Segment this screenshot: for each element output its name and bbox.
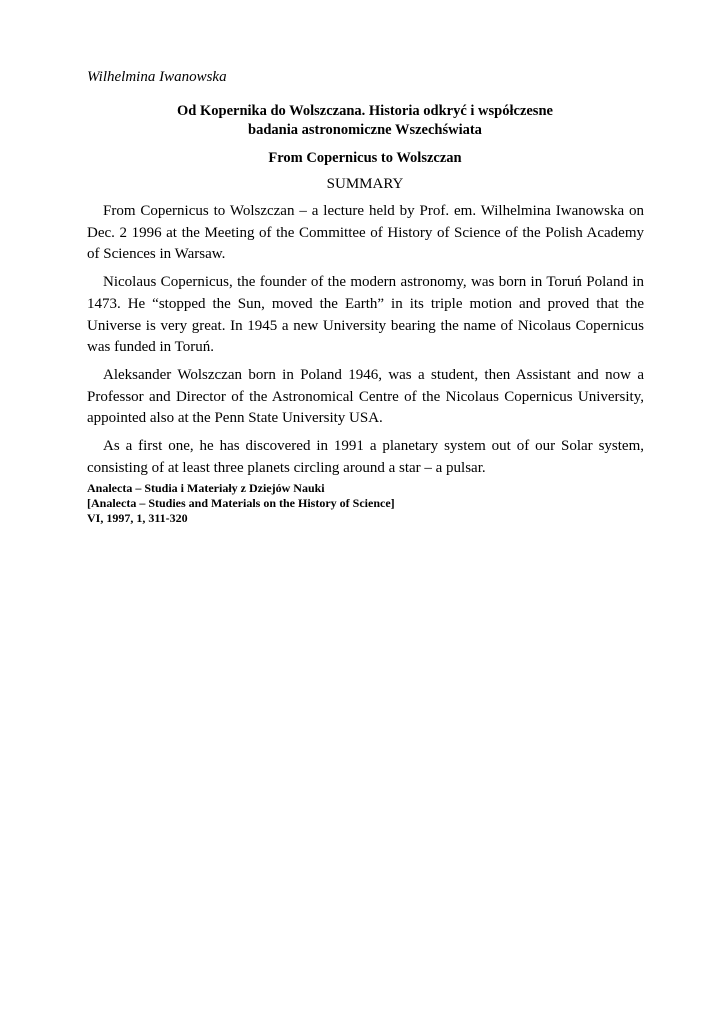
author-name: Wilhelmina Iwanowska (87, 69, 227, 85)
source-line-2: [Analecta – Studies and Materials on the History of Science] (87, 496, 395, 510)
paragraph-3: Aleksander Wolszczan born in Poland 1946, was a student, then Assistant and now a Professor and Director of the Astronomical Centre of the Nicolaus Copernicus University, appointed also at the Penn State University USA. (87, 366, 644, 427)
title-polish (87, 102, 643, 140)
source-citation (87, 481, 395, 526)
source-line-3: VI, 1997, 1, 311-320 (87, 511, 188, 525)
paragraph-4: As a first one, he has discovered in 1991 a planetary system out of our Solar system, consisting of at least three planets circling around a star – a pulsar. (87, 438, 644, 476)
paragraph-1: From Copernicus to Wolszczan – a lecture held by Prof. em. Wilhelmina Iwanowska on Dec. 2 1996 at the Meeting of the Committee of History of Science of the Polish Academy of Sciences in Warsaw. (87, 203, 644, 263)
title-polish-line-1: Od Kopernika do Wolszczana. Historia odkryć i współczesne (177, 103, 553, 119)
summary-body (87, 201, 644, 485)
title-english: From Copernicus to Wolszczan (268, 150, 462, 166)
summary-heading: SUMMARY (326, 176, 404, 192)
paragraph-2: Nicolaus Copernicus, the founder of the modern astronomy, was born in Toruń Poland in 1473. He “stopped the Sun, moved the Earth” in its triple motion and proved that the Universe is very great. In 1945 a new University bearing the name of Nicolaus Copernicus was funded in Toruń. (87, 274, 644, 356)
source-line-1: Analecta – Studia i Materiały z Dziejów Nauki (87, 481, 325, 495)
title-polish-line-2: badania astronomiczne Wszechświata (248, 122, 482, 138)
